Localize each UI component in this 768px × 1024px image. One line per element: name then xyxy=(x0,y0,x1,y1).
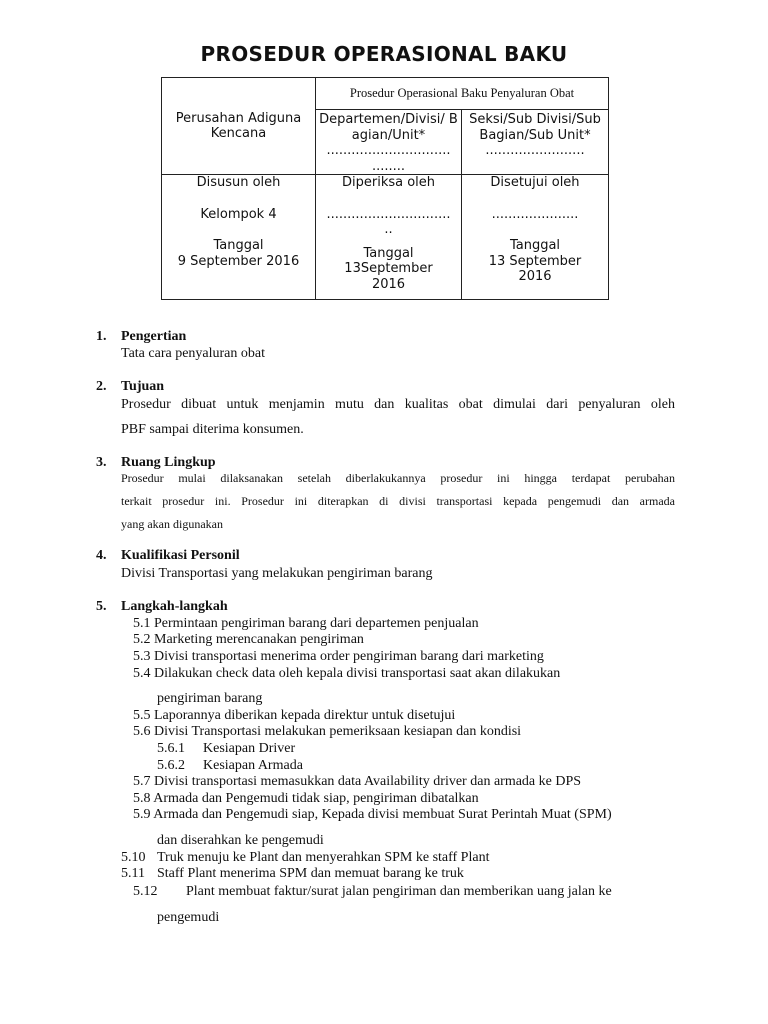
approved-label: Disetujui oleh xyxy=(490,175,580,190)
checked-date-label: Tanggal xyxy=(363,245,414,261)
approved-dots: ..................... xyxy=(491,206,579,222)
section-2-text-line-1: Prosedur dibuat untuk menjamin mutu dan kualitas obat dimulai dari penyaluran oleh xyxy=(121,397,675,412)
step-5-6-1: Kesiapan Driver xyxy=(203,741,296,756)
department-cell xyxy=(316,110,462,175)
company-cell xyxy=(162,78,316,175)
sop-name: Prosedur Operasional Baku Penyaluran Obat xyxy=(349,85,575,100)
step-5-7: 5.7 Divisi transportasi memasukkan data Availability driver dan armada ke DPS xyxy=(133,774,582,789)
section-4-title: Kualifikasi Personil xyxy=(121,548,240,563)
step-5-9-cont: dan diserahkan ke pengemudi xyxy=(157,833,324,848)
approved-cell xyxy=(462,175,609,300)
section-4-number: 4. xyxy=(96,548,107,563)
section-3-number: 3. xyxy=(96,455,107,470)
section-2-number: 2. xyxy=(96,379,107,394)
step-5-6-2: Kesiapan Armada xyxy=(203,758,303,773)
step-5-4-cont: pengiriman barang xyxy=(157,691,263,706)
prepared-date-label: Tanggal xyxy=(213,238,264,253)
section-3-text-line-2: terkait prosedur ini. Prosedur ini diterapkan di divisi transportasi kepada pengemudi dan armada xyxy=(121,494,675,508)
sop-header-table xyxy=(161,77,609,300)
checked-dots: .............................. xyxy=(326,206,451,222)
step-5-10: Truk menuju ke Plant dan menyerahkan SPM ke staff Plant xyxy=(157,850,490,865)
step-5-2: 5.2 Marketing merencanakan pengiriman xyxy=(133,632,364,647)
step-5-12-number: 5.12 xyxy=(133,884,158,899)
step-5-3: 5.3 Divisi transportasi menerima order pengiriman barang dari marketing xyxy=(133,649,544,664)
prepared-cell xyxy=(162,175,316,300)
approved-date: 13 September 2016 xyxy=(488,253,582,284)
prepared-date: 9 September 2016 xyxy=(177,253,300,269)
step-5-10-number: 5.10 xyxy=(121,850,146,865)
step-5-8: 5.8 Armada dan Pengemudi tidak siap, pengiriman dibatalkan xyxy=(133,791,479,806)
department-label: Departemen/Divisi/ Bagian/Unit* xyxy=(319,112,458,143)
step-5-12: Plant membuat faktur/surat jalan pengiriman dan memberikan uang jalan ke xyxy=(186,884,612,899)
department-dots: .............................. xyxy=(326,143,451,158)
section-1-title: Pengertian xyxy=(121,329,187,344)
section-label: Seksi/Sub Divisi/Sub Bagian/Sub Unit* xyxy=(469,112,601,143)
checked-cell xyxy=(316,175,462,300)
department-dots-cont: ........ xyxy=(371,158,406,174)
section-2-text-line-2: PBF sampai diterima konsumen. xyxy=(121,422,304,437)
step-5-11: Staff Plant menerima SPM dan memuat barang ke truk xyxy=(157,866,464,881)
step-5-6-2-number: 5.6.2 xyxy=(157,758,185,773)
section-3-title: Ruang Lingkup xyxy=(121,455,216,470)
approved-date-label: Tanggal xyxy=(509,238,561,253)
prepared-label: Disusun oleh xyxy=(196,175,281,190)
section-5-number: 5. xyxy=(96,599,107,614)
sop-name-cell xyxy=(316,78,609,110)
section-dots: ........................ xyxy=(485,143,585,158)
step-5-11-number: 5.11 xyxy=(121,866,145,881)
step-5-1: 5.1 Permintaan pengiriman barang dari departemen penjualan xyxy=(133,616,479,631)
section-1-text: Tata cara penyaluran obat xyxy=(121,346,265,361)
section-5-title: Langkah-langkah xyxy=(121,599,228,614)
prepared-by: Kelompok 4 xyxy=(200,206,277,222)
checked-label: Diperiksa oleh xyxy=(341,175,436,190)
section-1-number: 1. xyxy=(96,329,107,344)
checked-dots-cont: .. xyxy=(384,222,393,237)
step-5-5: 5.5 Laporannya diberikan kepada direktur untuk disetujui xyxy=(133,708,456,723)
step-5-6-1-number: 5.6.1 xyxy=(157,741,185,756)
step-5-9: 5.9 Armada dan Pengemudi siap, Kepada divisi membuat Surat Perintah Muat (SPM) xyxy=(133,807,612,822)
section-3-text-line-3: yang akan digunakan xyxy=(121,517,223,531)
document-title: PROSEDUR OPERASIONAL BAKU xyxy=(200,42,568,66)
section-4-text: Divisi Transportasi yang melakukan pengiriman barang xyxy=(121,566,433,581)
checked-date: 13September 2016 xyxy=(344,261,433,292)
section-cell xyxy=(462,110,609,175)
step-5-12-cont: pengemudi xyxy=(157,910,220,925)
section-2-title: Tujuan xyxy=(121,379,165,394)
step-5-6: 5.6 Divisi Transportasi melakukan pemeriksaan kesiapan dan kondisi xyxy=(133,724,522,739)
section-3-text-line-1: Prosedur mulai dilaksanakan setelah diberlakukannya prosedur ini hingga terdapat perubahan xyxy=(121,471,675,485)
company-name: Perusahan Adiguna Kencana xyxy=(175,110,302,141)
step-5-4: 5.4 Dilakukan check data oleh kepala divisi transportasi saat akan dilakukan xyxy=(133,666,561,681)
